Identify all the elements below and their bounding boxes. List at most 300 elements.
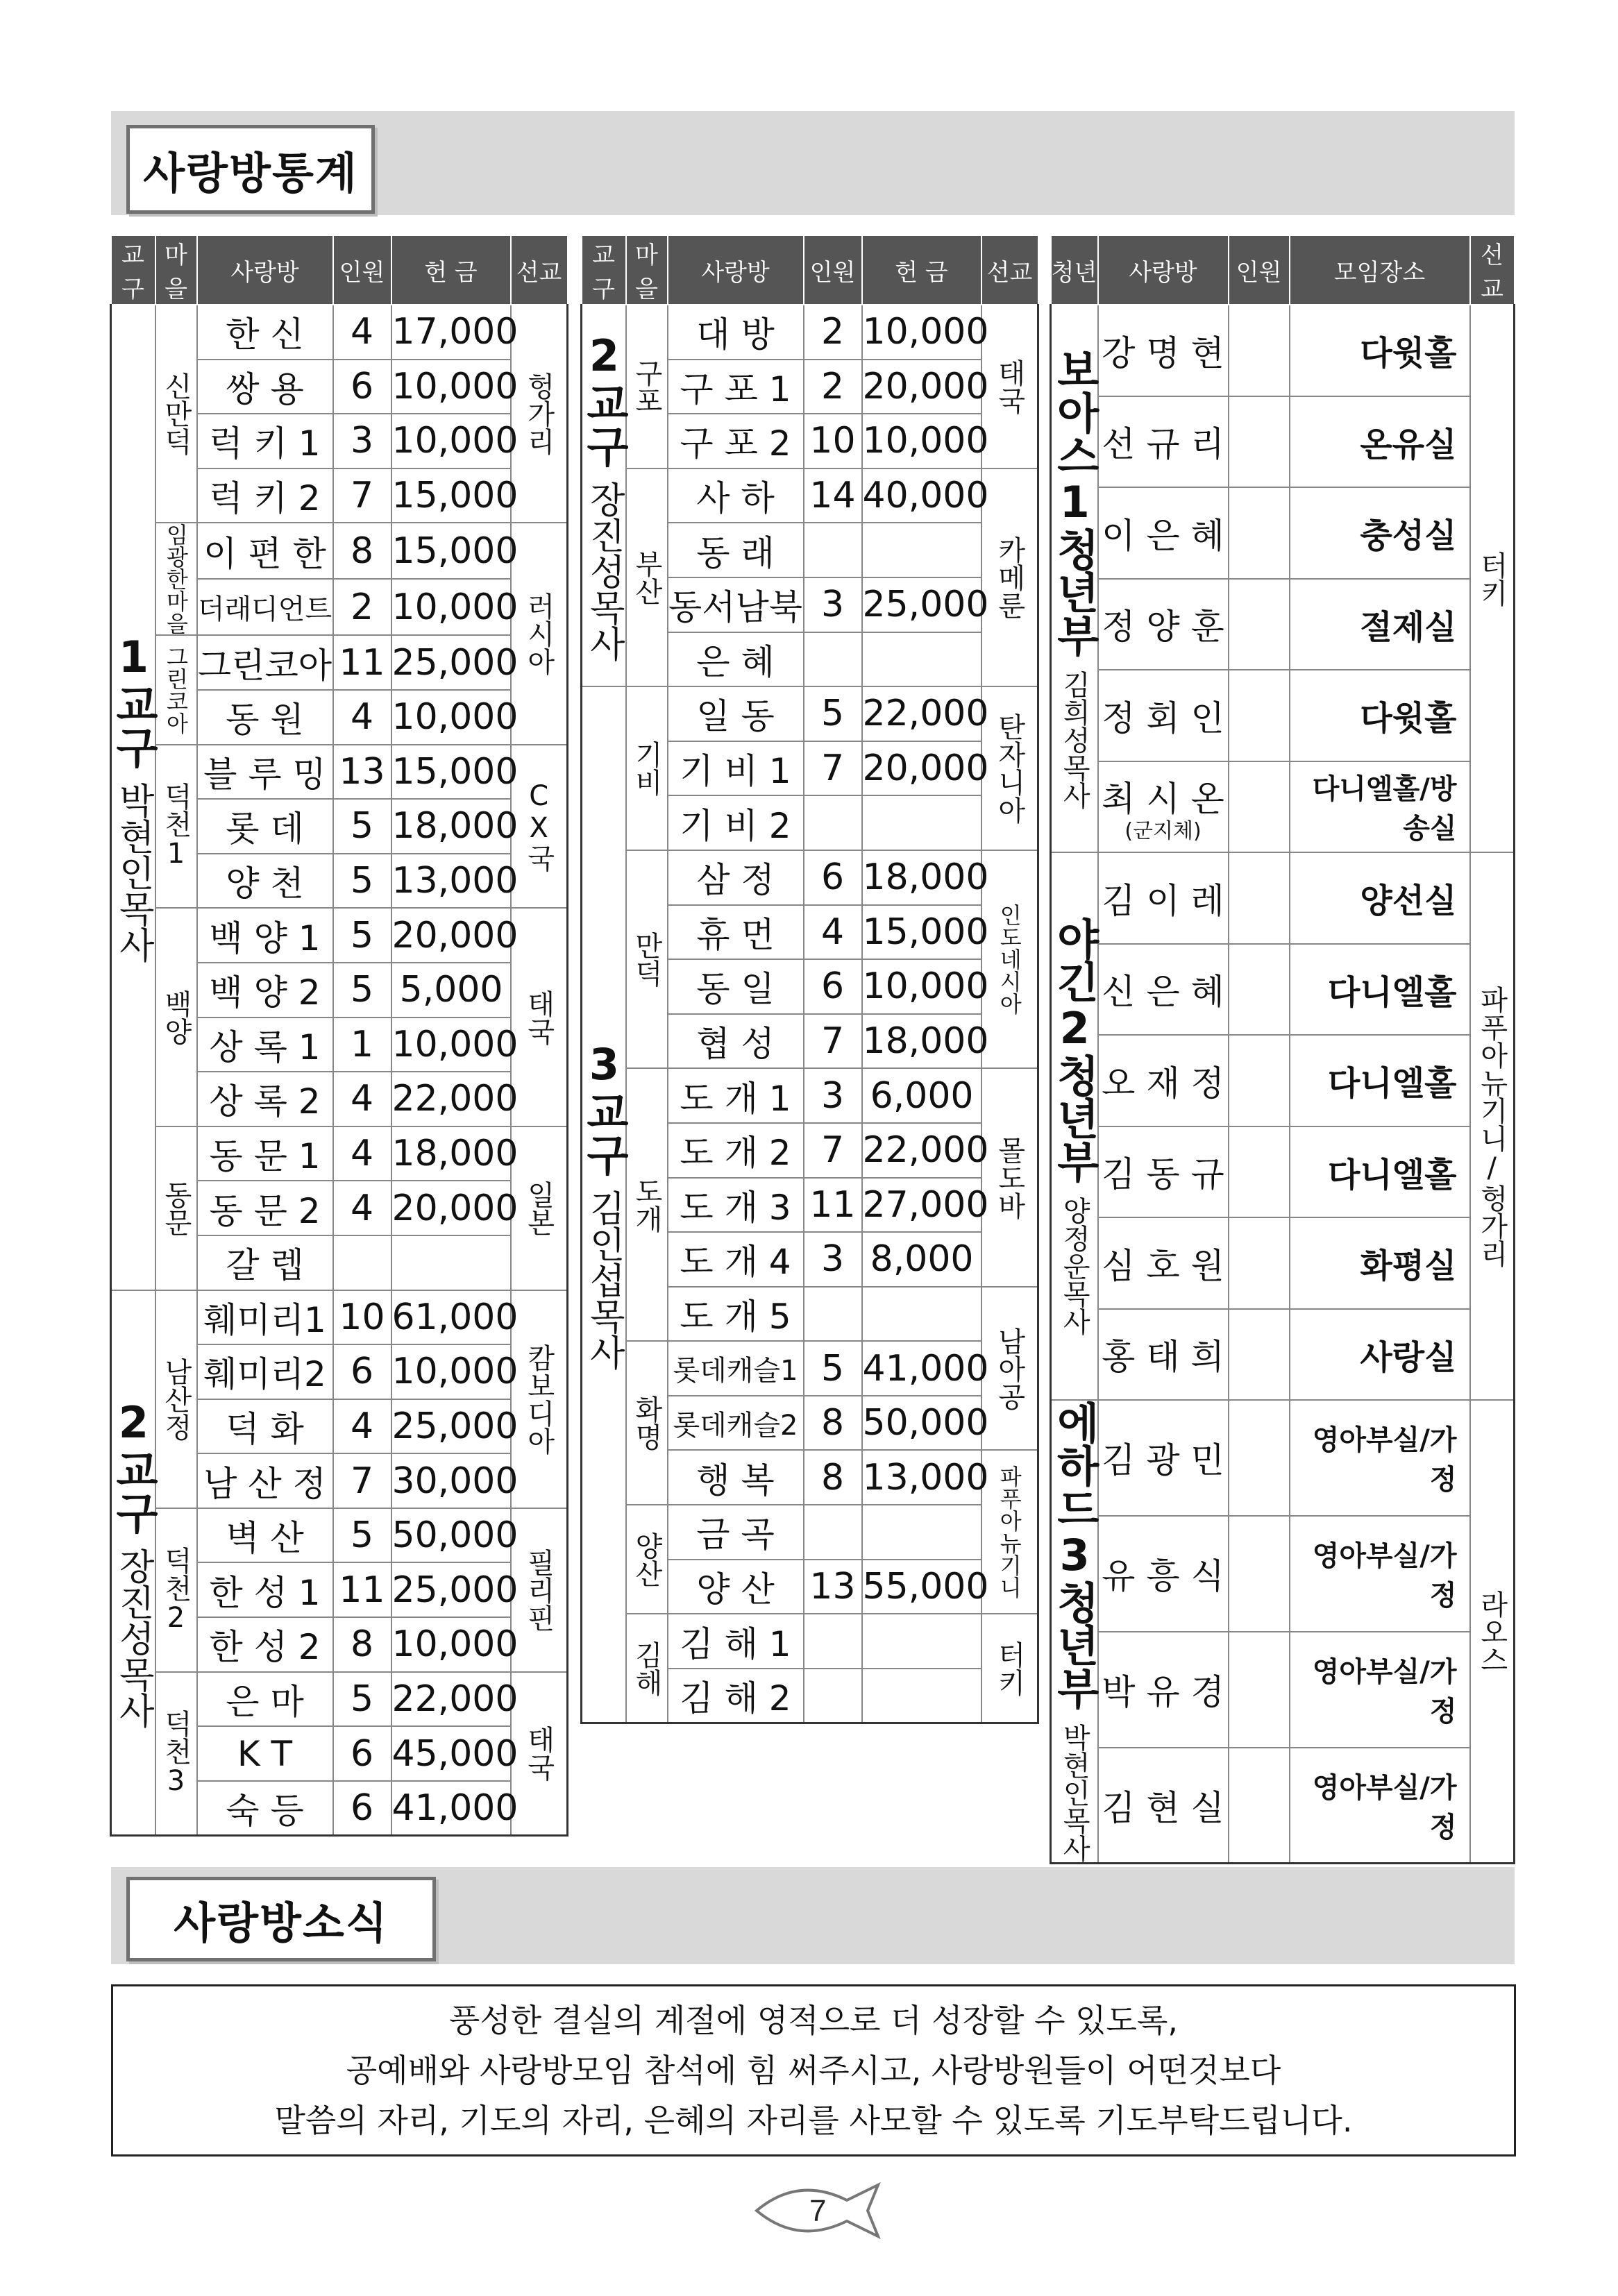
room-offering: 10,000	[391, 1617, 511, 1672]
room-offering	[862, 1287, 981, 1342]
room-name: 휴 먼	[668, 905, 804, 960]
mission-name: 태국	[993, 358, 1026, 414]
room-members: 8	[333, 1617, 391, 1672]
room-name: 기 비 2	[668, 795, 804, 850]
table-row	[1051, 1748, 1515, 1864]
room-name: 양 천	[197, 854, 333, 909]
leader-name	[1098, 1217, 1229, 1309]
room-name: 상 록 1	[197, 1018, 333, 1072]
room-name: 롯데캐슬1	[668, 1341, 804, 1396]
room-offering: 18,000	[391, 799, 511, 854]
table-row	[582, 686, 1038, 741]
room-name: 롯데캐슬2	[668, 1396, 804, 1451]
room-members: 5	[333, 1672, 391, 1727]
meeting-place: 다니엘홀	[1290, 944, 1470, 1036]
village-name: 덕천3	[160, 1710, 192, 1798]
meeting-place: 다윗홀	[1290, 670, 1470, 761]
meeting-place: 다니엘홀	[1290, 1035, 1470, 1126]
mission-name: 남아공	[993, 1326, 1026, 1410]
village-name: 덕천1	[160, 782, 192, 870]
statistics-title: 사랑방통계	[126, 125, 375, 214]
mission-cell	[981, 1068, 1038, 1286]
meeting-place: 영아부실/가정	[1290, 1632, 1470, 1748]
district-name: 3교구	[579, 1039, 630, 1176]
youth-group-name: 야긴2청년부	[1049, 917, 1100, 1183]
room-members: 2	[804, 305, 862, 360]
pastor-name: 양정운목사	[1058, 1197, 1090, 1335]
district-label-wrap	[579, 1039, 630, 1371]
room-offering: 25,000	[862, 577, 981, 632]
mission-name: 터키	[993, 1640, 1026, 1696]
room-name: 구 포 1	[668, 360, 804, 414]
notice-line: 말씀의 자리, 기도의 자리, 은혜의 자리를 사모할 수 있도록 기도부탁드립니다.	[274, 2102, 1353, 2139]
district-name: 1교구	[108, 632, 159, 769]
youth-group-cell	[1051, 1400, 1098, 1864]
room-name: 동 일	[668, 959, 804, 1014]
room-offering: 18,000	[862, 850, 981, 905]
room-members	[1229, 1309, 1290, 1401]
meeting-place: 다윗홀	[1290, 305, 1470, 396]
room-offering: 41,000	[391, 1781, 511, 1836]
leader-name	[1098, 1126, 1229, 1218]
leader-name-text: 유 흥 식	[1102, 1556, 1224, 1597]
room-offering: 10,000	[862, 959, 981, 1014]
room-members: 6	[804, 850, 862, 905]
room-members: 5	[333, 1508, 391, 1563]
table-row	[111, 908, 568, 963]
room-offering: 20,000	[862, 741, 981, 796]
room-offering: 10,000	[862, 305, 981, 360]
village-name: 구포	[630, 358, 663, 414]
room-offering: 10,000	[391, 579, 511, 635]
village-name: 백양	[160, 989, 192, 1045]
header-offering: 헌 금	[862, 235, 981, 305]
room-name: 도 개 4	[668, 1232, 804, 1287]
village-cell	[155, 745, 197, 909]
room-name: 구 포 2	[668, 414, 804, 469]
mission-cell	[511, 1290, 568, 1508]
table-row	[1051, 1217, 1515, 1309]
room-offering	[862, 523, 981, 577]
leader-name-text: 오 재 정	[1102, 1063, 1224, 1104]
leader-name-text: 이 은 혜	[1102, 515, 1224, 556]
room-offering: 10,000	[391, 1018, 511, 1072]
leader-name	[1098, 1632, 1229, 1748]
room-members	[804, 795, 862, 850]
room-name: 행 복	[668, 1450, 804, 1505]
village-cell	[155, 305, 197, 523]
meeting-place: 온유실	[1290, 396, 1470, 488]
room-members: 6	[333, 1344, 391, 1399]
room-offering: 30,000	[391, 1453, 511, 1508]
table-row	[111, 635, 568, 690]
room-members: 11	[804, 1178, 862, 1233]
notice-box	[111, 1984, 1516, 2156]
village-name: 남산정	[160, 1357, 192, 1441]
notice-line: 풍성한 결실의 계절에 영적으로 더 성장할 수 있도록,	[448, 2002, 1179, 2039]
room-name: 더래디언트	[197, 579, 333, 635]
table-row	[582, 1068, 1038, 1123]
room-offering: 41,000	[862, 1341, 981, 1396]
village-cell	[155, 1672, 197, 1836]
room-name: 은 혜	[668, 632, 804, 687]
room-members: 5	[333, 963, 391, 1018]
mission-cell	[511, 523, 568, 744]
header-village: 마을	[155, 235, 197, 305]
room-offering: 18,000	[391, 1126, 511, 1181]
mission-cell	[981, 1614, 1038, 1723]
mission-name: 카메룬	[993, 535, 1026, 619]
room-name: 럭 키 2	[197, 469, 333, 523]
room-offering: 8,000	[862, 1232, 981, 1287]
meeting-place: 양선실	[1290, 852, 1470, 944]
room-members: 6	[333, 1781, 391, 1836]
table-header-row	[111, 235, 568, 305]
room-members: 2	[804, 360, 862, 414]
pastor-name: 박현인목사	[112, 782, 154, 963]
room-members	[1229, 670, 1290, 761]
room-name: 동 문 2	[197, 1181, 333, 1235]
room-members	[804, 1669, 862, 1723]
header-village: 마을	[626, 235, 668, 305]
leader-name	[1098, 670, 1229, 761]
leader-name-text: 박 유 경	[1102, 1672, 1224, 1713]
room-offering: 10,000	[862, 414, 981, 469]
mission-name: 태국	[523, 989, 555, 1045]
room-offering: 10,000	[391, 360, 511, 414]
room-name: 동 래	[668, 523, 804, 577]
room-members: 8	[333, 523, 391, 579]
meeting-place: 절제실	[1290, 579, 1470, 670]
room-members: 3	[804, 577, 862, 632]
mission-name: 탄자니아	[993, 713, 1026, 825]
room-members: 6	[804, 959, 862, 1014]
leader-name	[1098, 1400, 1229, 1516]
table-row	[582, 1341, 1038, 1396]
mission-name: 파푸아뉴기니	[996, 1465, 1023, 1599]
youth-group-cell	[1051, 852, 1098, 1400]
room-offering: 15,000	[391, 469, 511, 523]
room-members	[1229, 579, 1290, 670]
room-members: 10	[333, 1290, 391, 1345]
village-cell	[626, 305, 668, 469]
room-name: 갈 렙	[197, 1235, 333, 1290]
table-row	[1051, 487, 1515, 579]
table-row	[111, 1290, 568, 1345]
header-members: 인원	[333, 235, 391, 305]
meeting-place: 화평실	[1290, 1217, 1470, 1309]
room-members: 4	[333, 1126, 391, 1181]
table-row	[1051, 1126, 1515, 1218]
district-cell	[579, 686, 630, 1723]
table-row	[1051, 852, 1515, 944]
room-offering: 61,000	[391, 1290, 511, 1345]
mission-name: 일본	[523, 1180, 555, 1236]
room-members: 1	[333, 1018, 391, 1072]
header-members: 인원	[804, 235, 862, 305]
room-members: 11	[333, 635, 391, 690]
leader-name-text: 정 회 인	[1102, 698, 1224, 738]
room-name: 사 하	[668, 469, 804, 523]
room-offering: 22,000	[391, 1072, 511, 1126]
room-offering: 10,000	[391, 690, 511, 745]
district-label-wrap	[108, 632, 159, 963]
table-row	[1051, 1400, 1515, 1516]
village-cell	[155, 1126, 197, 1290]
room-name: 럭 키 1	[197, 414, 333, 469]
room-members	[804, 1505, 862, 1560]
room-offering: 17,000	[391, 305, 511, 360]
village-name: 김해	[630, 1640, 663, 1696]
room-name: 한 성 1	[197, 1562, 333, 1617]
room-name: 동 원	[197, 690, 333, 745]
district-label-wrap	[108, 1396, 159, 1728]
table-row	[1051, 1632, 1515, 1748]
header-room: 사랑방	[1098, 235, 1229, 305]
village-name: 양산	[630, 1531, 663, 1587]
leader-name	[1098, 852, 1229, 944]
header-room: 사랑방	[668, 235, 804, 305]
village-cell	[626, 1505, 668, 1614]
mission-cell	[1470, 305, 1515, 852]
room-offering: 20,000	[862, 360, 981, 414]
room-members	[1229, 1516, 1290, 1632]
village-cell	[155, 635, 197, 744]
village-name: 기비	[630, 741, 663, 797]
room-members: 6	[333, 1726, 391, 1781]
room-offering: 10,000	[391, 414, 511, 469]
mission-cell	[1470, 1400, 1515, 1864]
mission-name: 몰도바	[993, 1136, 1026, 1219]
leader-name-text: 선 규 리	[1102, 424, 1224, 465]
mission-name: 라오스	[1476, 1589, 1508, 1673]
pastor-name: 장진성목사	[582, 480, 625, 661]
leader-name	[1098, 761, 1229, 853]
room-name: 기 비 1	[668, 741, 804, 796]
room-name: 남 산 정	[197, 1453, 333, 1508]
meeting-place: 영아부실/가정	[1290, 1748, 1470, 1864]
room-members: 7	[333, 1453, 391, 1508]
meeting-place: 다니엘홀	[1290, 1126, 1470, 1218]
village-name: 신만덕	[160, 372, 192, 456]
room-offering: 40,000	[862, 469, 981, 523]
mission-cell	[981, 1287, 1038, 1451]
village-name: 부산	[630, 549, 663, 605]
meeting-place: 사랑실	[1290, 1309, 1470, 1401]
leader-name-text: 정 양 훈	[1102, 607, 1224, 648]
table-row	[1051, 396, 1515, 488]
room-members: 5	[333, 908, 391, 963]
table-row	[111, 745, 568, 800]
room-offering	[862, 1669, 981, 1723]
room-members	[1229, 761, 1290, 853]
room-offering: 27,000	[862, 1178, 981, 1233]
room-members	[1229, 487, 1290, 579]
room-offering: 45,000	[391, 1726, 511, 1781]
youth-label-wrap	[1049, 348, 1100, 809]
leader-name	[1098, 579, 1229, 670]
room-name: 백 양 1	[197, 908, 333, 963]
mission-cell	[511, 1508, 568, 1672]
room-name: 양 산	[668, 1560, 804, 1614]
room-members: 11	[333, 1562, 391, 1617]
room-offering: 25,000	[391, 635, 511, 690]
room-members	[804, 1287, 862, 1342]
room-name: K T	[197, 1726, 333, 1781]
village-name: 임광한마을	[162, 523, 189, 635]
village-cell	[626, 1341, 668, 1505]
news-title: 사랑방소식	[126, 1877, 436, 1961]
room-members	[1229, 852, 1290, 944]
table-row	[1051, 305, 1515, 396]
room-name: 동 문 1	[197, 1126, 333, 1181]
table-youth	[1050, 235, 1515, 1864]
room-members	[1229, 305, 1290, 396]
room-members: 7	[804, 1123, 862, 1178]
village-name: 덕천2	[160, 1546, 192, 1634]
village-cell	[626, 686, 668, 850]
room-offering: 6,000	[862, 1068, 981, 1123]
room-members: 7	[804, 1014, 862, 1069]
village-cell	[155, 1508, 197, 1672]
table-row	[582, 1505, 1038, 1560]
room-members	[1229, 1748, 1290, 1864]
village-cell	[626, 469, 668, 686]
room-name: 블 루 밍	[197, 745, 333, 800]
room-name: 대 방	[668, 305, 804, 360]
table-row	[1051, 944, 1515, 1036]
room-offering: 15,000	[391, 745, 511, 800]
room-name: 상 록 2	[197, 1072, 333, 1126]
room-name: 은 마	[197, 1672, 333, 1727]
mission-cell	[511, 1672, 568, 1836]
news-section-bar	[111, 1867, 1515, 1964]
table-row	[1051, 1309, 1515, 1401]
room-members: 5	[804, 686, 862, 741]
room-name: 도 개 5	[668, 1287, 804, 1342]
header-mission: 선교	[981, 235, 1038, 305]
room-name: 훼미리1	[197, 1290, 333, 1345]
room-members: 4	[804, 905, 862, 960]
leader-name-text: 최 시 온	[1102, 779, 1224, 820]
room-offering: 50,000	[862, 1396, 981, 1451]
leader-name	[1098, 396, 1229, 488]
village-cell	[626, 850, 668, 1068]
room-name: 김 해 2	[668, 1669, 804, 1723]
statistics-section-bar	[111, 111, 1515, 215]
room-name: 훼미리2	[197, 1344, 333, 1399]
room-offering	[391, 1235, 511, 1290]
room-offering	[862, 1505, 981, 1560]
youth-group-name: 에하드3청년부	[1049, 1401, 1100, 1710]
room-members	[804, 1614, 862, 1669]
room-offering: 20,000	[391, 1181, 511, 1235]
room-members: 4	[333, 1399, 391, 1454]
leader-name-text: 김 동 규	[1102, 1154, 1224, 1195]
table-district-1-2	[110, 235, 568, 1837]
header-youth: 청년	[1051, 235, 1098, 305]
village-cell	[155, 523, 197, 635]
mission-cell	[981, 850, 1038, 1068]
mission-cell	[511, 1126, 568, 1290]
leader-name	[1098, 305, 1229, 396]
room-members: 3	[333, 414, 391, 469]
leader-name-text: 김 이 레	[1102, 880, 1224, 921]
room-name: 그린코아	[197, 635, 333, 690]
district-cell	[108, 305, 159, 1290]
room-offering: 22,000	[862, 686, 981, 741]
room-offering: 5,000	[391, 963, 511, 1018]
mission-name: 터키	[1476, 550, 1508, 607]
room-name: 덕 화	[197, 1399, 333, 1454]
village-cell	[626, 1068, 668, 1341]
table-row	[1051, 579, 1515, 670]
table-row	[111, 1672, 568, 1727]
pastor-name: 장진성목사	[112, 1547, 154, 1728]
room-name: 벽 산	[197, 1508, 333, 1563]
table-header-row	[1051, 235, 1515, 305]
room-name: 한 신	[197, 305, 333, 360]
leader-name-text: 심 호 원	[1102, 1245, 1224, 1286]
room-members: 13	[333, 745, 391, 800]
meeting-place: 영아부실/가정	[1290, 1400, 1470, 1516]
village-name: 만덕	[630, 931, 663, 988]
mission-cell	[981, 305, 1038, 469]
room-name: 도 개 2	[668, 1123, 804, 1178]
table-row	[582, 1614, 1038, 1669]
room-name: 도 개 1	[668, 1068, 804, 1123]
room-name: 한 성 2	[197, 1617, 333, 1672]
youth-label-wrap	[1049, 917, 1100, 1335]
room-members: 4	[333, 1181, 391, 1235]
room-offering: 50,000	[391, 1508, 511, 1563]
table-row	[1051, 1516, 1515, 1632]
village-name: 도개	[630, 1176, 663, 1233]
mission-name: 필리핀	[523, 1548, 555, 1632]
mission-cell	[981, 686, 1038, 850]
header-mission: 선교	[1470, 235, 1515, 305]
header-members: 인원	[1229, 235, 1290, 305]
table-row	[111, 1508, 568, 1563]
room-members: 8	[804, 1396, 862, 1451]
table-row	[1051, 1035, 1515, 1126]
mission-cell	[511, 305, 568, 523]
room-offering: 20,000	[391, 908, 511, 963]
pastor-name: 박현인목사	[1058, 1723, 1090, 1862]
room-members: 5	[804, 1341, 862, 1396]
mission-cell	[511, 745, 568, 909]
room-name: 동서남북	[668, 577, 804, 632]
room-offering: 25,000	[391, 1399, 511, 1454]
leader-name-text: 홍 태 희	[1102, 1337, 1224, 1378]
pastor-name: 김인섭목사	[582, 1190, 625, 1371]
room-offering: 13,000	[391, 854, 511, 909]
mission-name: 파푸아뉴기니/헝가리	[1476, 985, 1508, 1267]
room-members: 4	[333, 305, 391, 360]
leader-name	[1098, 1748, 1229, 1864]
header-mission: 선교	[511, 235, 568, 305]
table-row	[1051, 761, 1515, 853]
room-offering: 22,000	[862, 1123, 981, 1178]
table-row	[1051, 670, 1515, 761]
room-offering: 18,000	[862, 1014, 981, 1069]
room-offering: 13,000	[862, 1450, 981, 1505]
youth-label-wrap	[1049, 1401, 1100, 1862]
district-name: 2교구	[579, 330, 630, 467]
village-name: 동문	[160, 1180, 192, 1236]
room-members: 10	[804, 414, 862, 469]
room-members	[1229, 944, 1290, 1036]
